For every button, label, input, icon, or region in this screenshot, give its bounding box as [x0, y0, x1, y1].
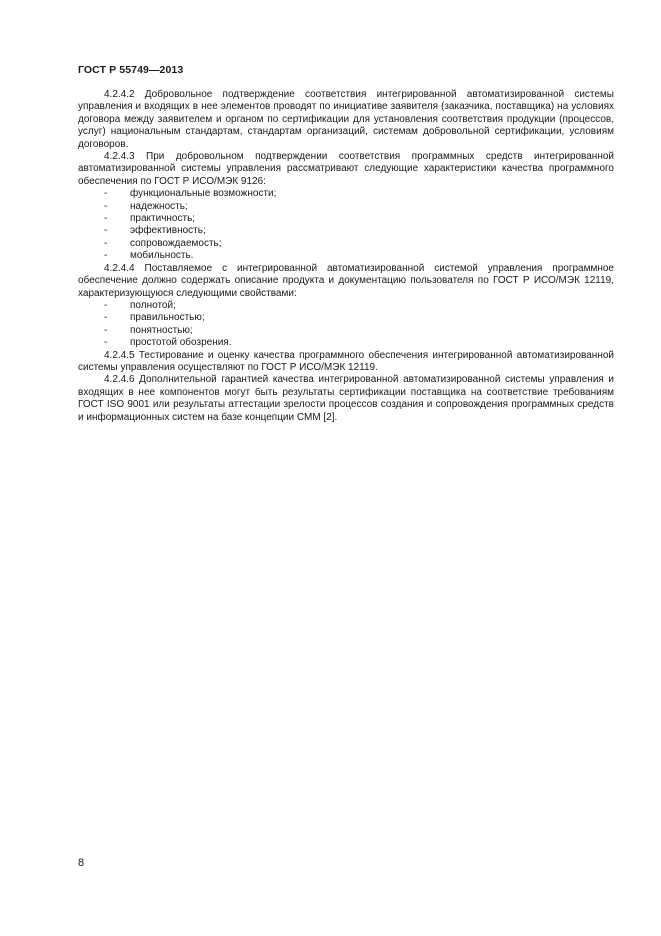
list-dash: -	[104, 237, 108, 249]
list-dash: -	[104, 250, 108, 262]
page-number: 8	[78, 857, 85, 869]
list-dash: -	[104, 213, 108, 225]
list-item: - правильностью;	[104, 312, 205, 324]
list-dash: -	[104, 337, 108, 349]
paragraph-4-2-4-3: 4.2.4.3 При добровольном подтверждении соответствия программных средств интегрированной автоматизированной системы управления рассматривают следующие характеристики качества программного обеспечения по ГОСТ Р ИСО/МЭК 9126:	[78, 151, 614, 187]
list-dash: -	[104, 324, 108, 336]
paragraph-4-2-4-6: 4.2.4.6 Дополнительной гарантией качества интегрированной автоматизированной системы управления и входящих в нее компонентов могут быть результаты сертификации поставщика на соответствие требованиям ГОСТ ISO 9001 или результаты аттестации зрелости процессов создания и сопровождения программных средств и информационных систем на базе концепции СММ [2].	[78, 374, 614, 423]
paragraph-4-2-4-4: 4.2.4.4 Поставляемое с интегрированной автоматизированной системой управления программное обеспечение должно содержать описание продукта и документацию пользователя по ГОСТ Р ИСО/МЭК 12119, характеризующуюся следующими свойствами:	[78, 262, 614, 299]
document-header: ГОСТ Р 55749—2013	[78, 64, 184, 76]
list-item: - простотой обозрения.	[104, 337, 232, 349]
list-item: - практичность;	[104, 213, 196, 225]
paragraph-4-2-4-2: 4.2.4.2 Добровольное подтверждение соответствия интегрированной автоматизированной системы управления и входящих в нее элементов проводят по инициативе заявителя (заказчика, поставщика) на условиях договора между заявителем и органом по сертификации для установления соответствия продукции (процессов, услуг) национальным стандартам, стандартам организаций, системам добровольной сертификации, условиям договоров.	[78, 89, 614, 150]
list-dash: -	[104, 200, 108, 212]
quality-characteristics-list	[78, 188, 614, 262]
list-dash: -	[104, 188, 108, 200]
list-item: - понятностью;	[104, 324, 193, 336]
list-item: - надежность;	[104, 200, 188, 212]
list-item: - функциональные возможности;	[104, 188, 277, 200]
list-dash: -	[104, 225, 108, 237]
list-item: - мобильность.	[104, 250, 194, 262]
list-dash: -	[104, 299, 108, 311]
paragraph-4-2-4-5: 4.2.4.5 Тестирование и оценку качества программного обеспечения интегрированной автоматизированной системы управления осуществляют по ГОСТ Р ИСО/МЭК 12119.	[78, 349, 614, 373]
documentation-properties-list	[78, 300, 614, 350]
document-body	[78, 89, 614, 424]
list-dash: -	[104, 312, 108, 324]
list-item: - эффективность;	[104, 225, 206, 237]
list-item: - полнотой;	[104, 299, 176, 311]
list-item: - сопровождаемость;	[104, 237, 222, 249]
